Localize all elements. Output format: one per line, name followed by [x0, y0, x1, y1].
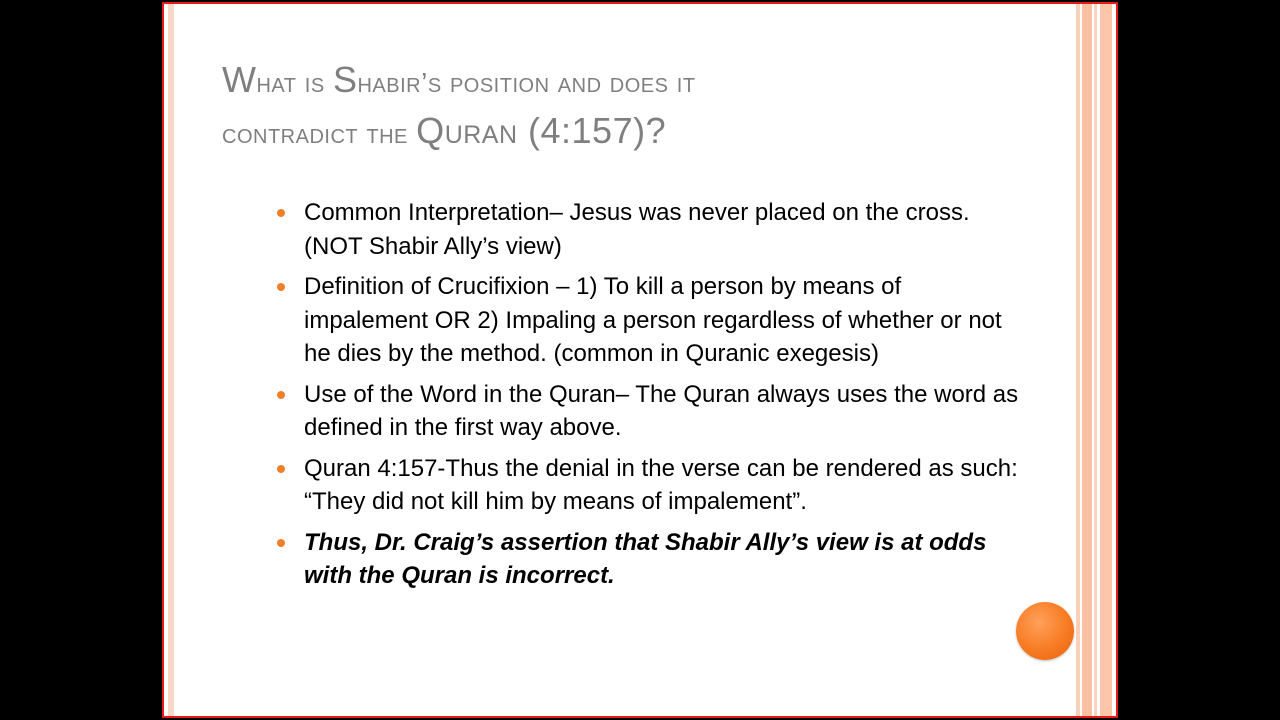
- orange-circle-icon: [1016, 602, 1074, 660]
- bullet-text: Common Interpretation– Jesus was never placed on the cross. (NOT Shabir Ally’s view): [304, 199, 970, 260]
- slide: [162, 2, 1118, 718]
- bullet-item: [304, 196, 1024, 263]
- bullet-item: [304, 270, 1024, 371]
- bullet-text: Definition of Crucifixion – 1) To kill a person by means of impalement OR 2) Impaling a person regardless of whether or not he dies by the method. (common in Quranic exegesis): [304, 273, 1002, 367]
- bullet-item: [304, 452, 1024, 519]
- bullet-dot-icon: [277, 283, 285, 291]
- left-decorative-stripe: [168, 4, 174, 716]
- bullet-item: [304, 378, 1024, 445]
- bullet-text: Thus, Dr. Craig’s assertion that Shabir Ally’s view is at odds with the Quran is incorrect.: [304, 528, 987, 589]
- bullet-item-conclusion: [304, 526, 1024, 593]
- bullet-list: [304, 196, 1024, 600]
- bullet-dot-icon: [277, 209, 285, 217]
- bullet-dot-icon: [277, 465, 285, 473]
- bullet-dot-icon: [277, 539, 285, 547]
- right-decorative-stripes: [1076, 4, 1116, 716]
- bullet-text: Quran 4:157-Thus the denial in the verse can be rendered as such: “They did not kill him by means of impalement”.: [304, 454, 1018, 515]
- slide-title: What is Shabir’s position and does it contradict the Quran (4:157)?: [222, 59, 696, 151]
- bullet-text: Use of the Word in the Quran– The Quran always uses the word as defined in the first way above.: [304, 380, 1019, 441]
- bullet-dot-icon: [277, 391, 285, 399]
